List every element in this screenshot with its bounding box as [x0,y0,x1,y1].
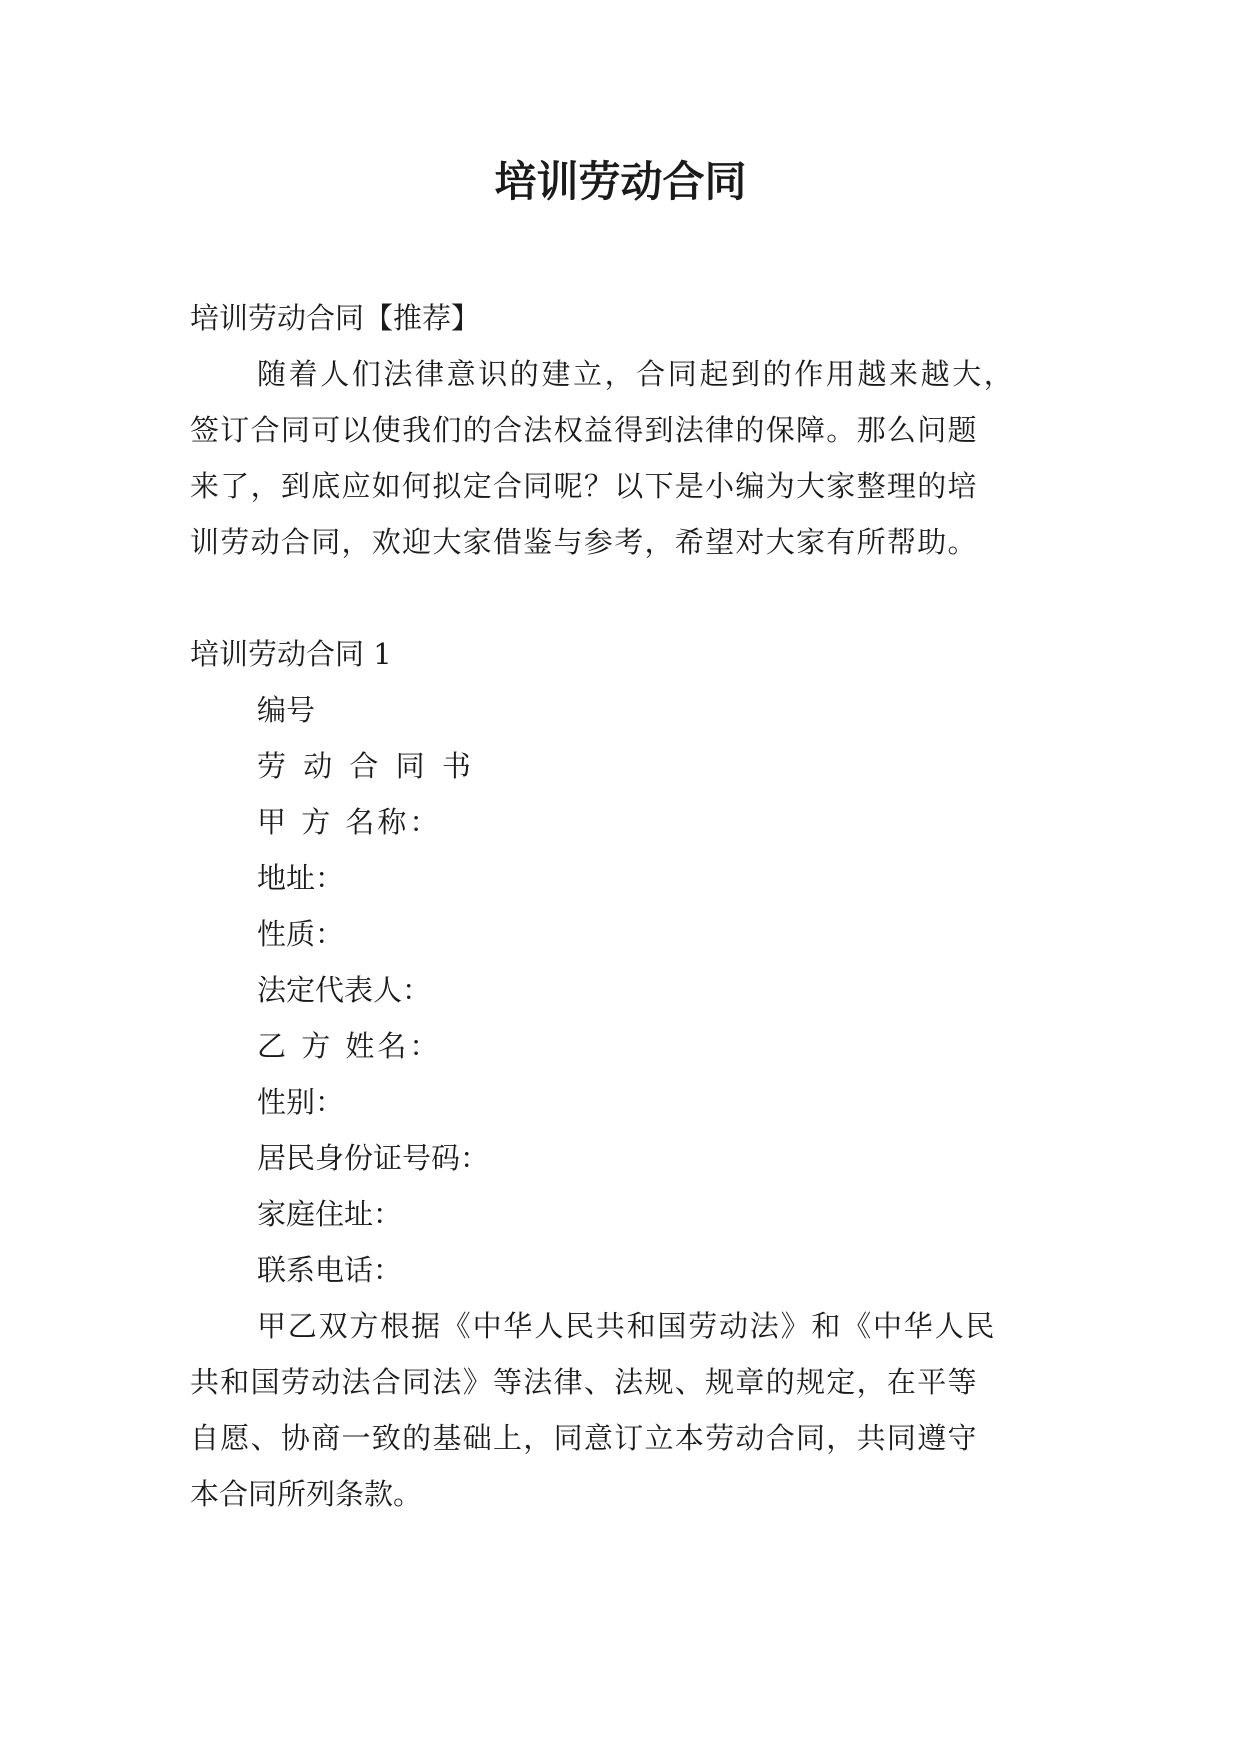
intro-paragraph-line: 训劳动合同，欢迎大家借鉴与参考，希望对大家有所帮助。 [190,525,978,559]
intro-heading: 培训劳动合同【推荐】 [190,301,481,335]
closing-paragraph-line: 自愿、协商一致的基础上，同意订立本劳动合同，共同遵守 [190,1421,978,1455]
field-line-gender: 性别： [257,1085,345,1119]
field-line-address: 地址： [257,861,345,895]
field-line-home-address: 家庭住址： [257,1197,403,1231]
intro-paragraph-line: 来了，到底应如何拟定合同呢？以下是小编为大家整理的培 [190,469,978,503]
field-line-party-b-name: 乙 方 姓名： [257,1029,442,1063]
field-line-legal-rep: 法定代表人： [257,973,432,1007]
closing-paragraph-line: 本合同所列条款。 [190,1477,423,1511]
intro-paragraph-line: 签订合同可以使我们的合法权益得到法律的保障。那么问题 [190,413,978,447]
field-line-contract-title: 劳 动 合 同 书 [257,749,475,783]
field-line-phone: 联系电话： [257,1253,403,1287]
closing-paragraph-line: 共和国劳动法合同法》等法律、法规、规章的规定，在平等 [190,1365,978,1399]
field-line-nature: 性质： [257,917,345,951]
field-line-number: 编号 [257,693,316,727]
intro-paragraph-line: 随着人们法律意识的建立，合同起到的作用越来越大， [257,357,1016,391]
closing-paragraph-line: 甲乙双方根据《中华人民共和国劳动法》和《中华人民 [257,1309,997,1343]
section-heading: 培训劳动合同 1 [190,637,392,671]
field-line-id-number: 居民身份证号码： [257,1141,490,1175]
page-title: 培训劳动合同 [494,157,747,206]
field-line-party-a-name: 甲 方 名称： [257,805,442,839]
